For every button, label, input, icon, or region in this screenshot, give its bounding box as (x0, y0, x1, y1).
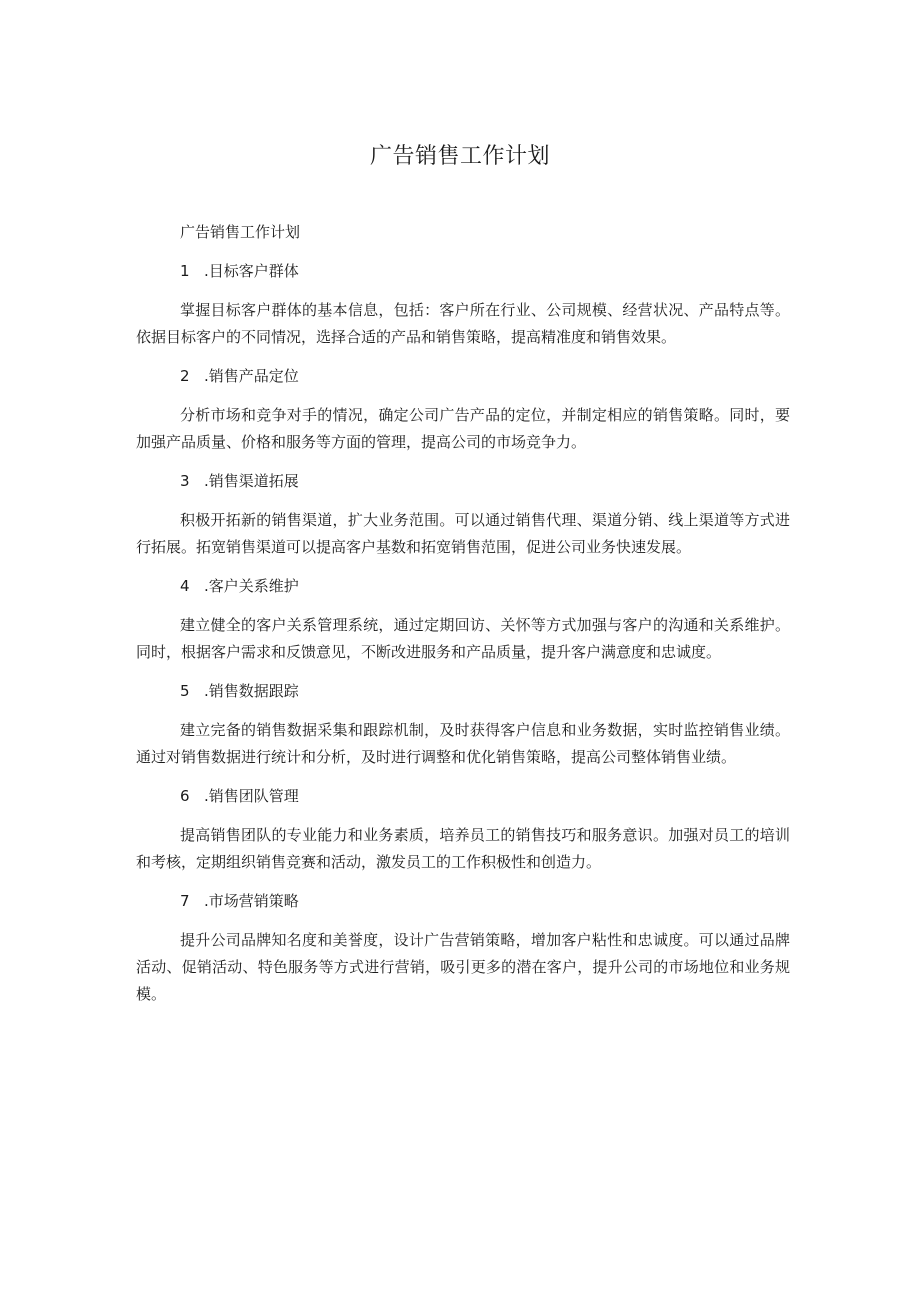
page-title: 广告销售工作计划 (369, 144, 550, 169)
section-paragraph: 提升公司品牌知名度和美誉度，设计广告营销策略，增加客户粘性和忠诚度。可以通过品牌活动、促销活动、特色服务等方式进行营销，吸引更多的潜在客户，提升公司的市场地位和业务规模。 (136, 931, 790, 1003)
section-number: 2 (180, 367, 190, 385)
section-heading-text: .销售渠道拓展 (204, 472, 299, 490)
section-heading-text: .市场营销策略 (204, 892, 299, 910)
section-number: 1 (180, 262, 190, 280)
section-heading (136, 888, 790, 915)
document-body (136, 219, 790, 1020)
section-heading-text: .销售团队管理 (204, 787, 299, 805)
section-paragraph: 建立健全的客户关系管理系统，通过定期回访、关怀等方式加强与客户的沟通和关系维护。同时，根据客户需求和反馈意见，不断改进服务和产品质量，提升客户满意度和忠诚度。 (136, 616, 790, 661)
section-heading (136, 258, 790, 285)
section-paragraph: 分析市场和竞争对手的情况，确定公司广告产品的定位，并制定相应的销售策略。同时，要加强产品质量、价格和服务等方面的管理，提高公司的市场竞争力。 (136, 406, 790, 451)
section-heading (136, 573, 790, 600)
section-6 (136, 783, 790, 876)
section-1 (136, 258, 790, 351)
section-number: 5 (180, 682, 190, 700)
section-heading (136, 363, 790, 390)
section-2 (136, 363, 790, 456)
section-5 (136, 678, 790, 771)
section-heading (136, 678, 790, 705)
section-number: 6 (180, 787, 190, 805)
section-3 (136, 468, 790, 561)
section-heading-text: .目标客户群体 (204, 262, 299, 280)
section-heading-text: .销售数据跟踪 (204, 682, 299, 700)
section-paragraph: 提高销售团队的专业能力和业务素质，培养员工的销售技巧和服务意识。加强对员工的培训和考核，定期组织销售竞赛和活动，激发员工的工作积极性和创造力。 (136, 826, 790, 871)
section-heading-text: .销售产品定位 (204, 367, 299, 385)
section-7 (136, 888, 790, 1008)
section-4 (136, 573, 790, 666)
section-heading (136, 783, 790, 810)
section-number: 7 (180, 892, 190, 910)
section-number: 4 (180, 577, 190, 595)
section-number: 3 (180, 472, 190, 490)
section-paragraph: 建立完备的销售数据采集和跟踪机制，及时获得客户信息和业务数据，实时监控销售业绩。通过对销售数据进行统计和分析，及时进行调整和优化销售策略，提高公司整体销售业绩。 (136, 721, 790, 766)
section-paragraph: 积极开拓新的销售渠道，扩大业务范围。可以通过销售代理、渠道分销、线上渠道等方式进行拓展。拓宽销售渠道可以提高客户基数和拓宽销售范围，促进公司业务快速发展。 (136, 511, 790, 556)
section-heading (136, 468, 790, 495)
section-paragraph: 掌握目标客户群体的基本信息，包括：客户所在行业、公司规模、经营状况、产品特点等。依据目标客户的不同情况，选择合适的产品和销售策略，提高精准度和销售效果。 (136, 301, 790, 346)
document-subtitle: 广告销售工作计划 (180, 223, 301, 241)
section-heading-text: .客户关系维护 (204, 577, 299, 595)
